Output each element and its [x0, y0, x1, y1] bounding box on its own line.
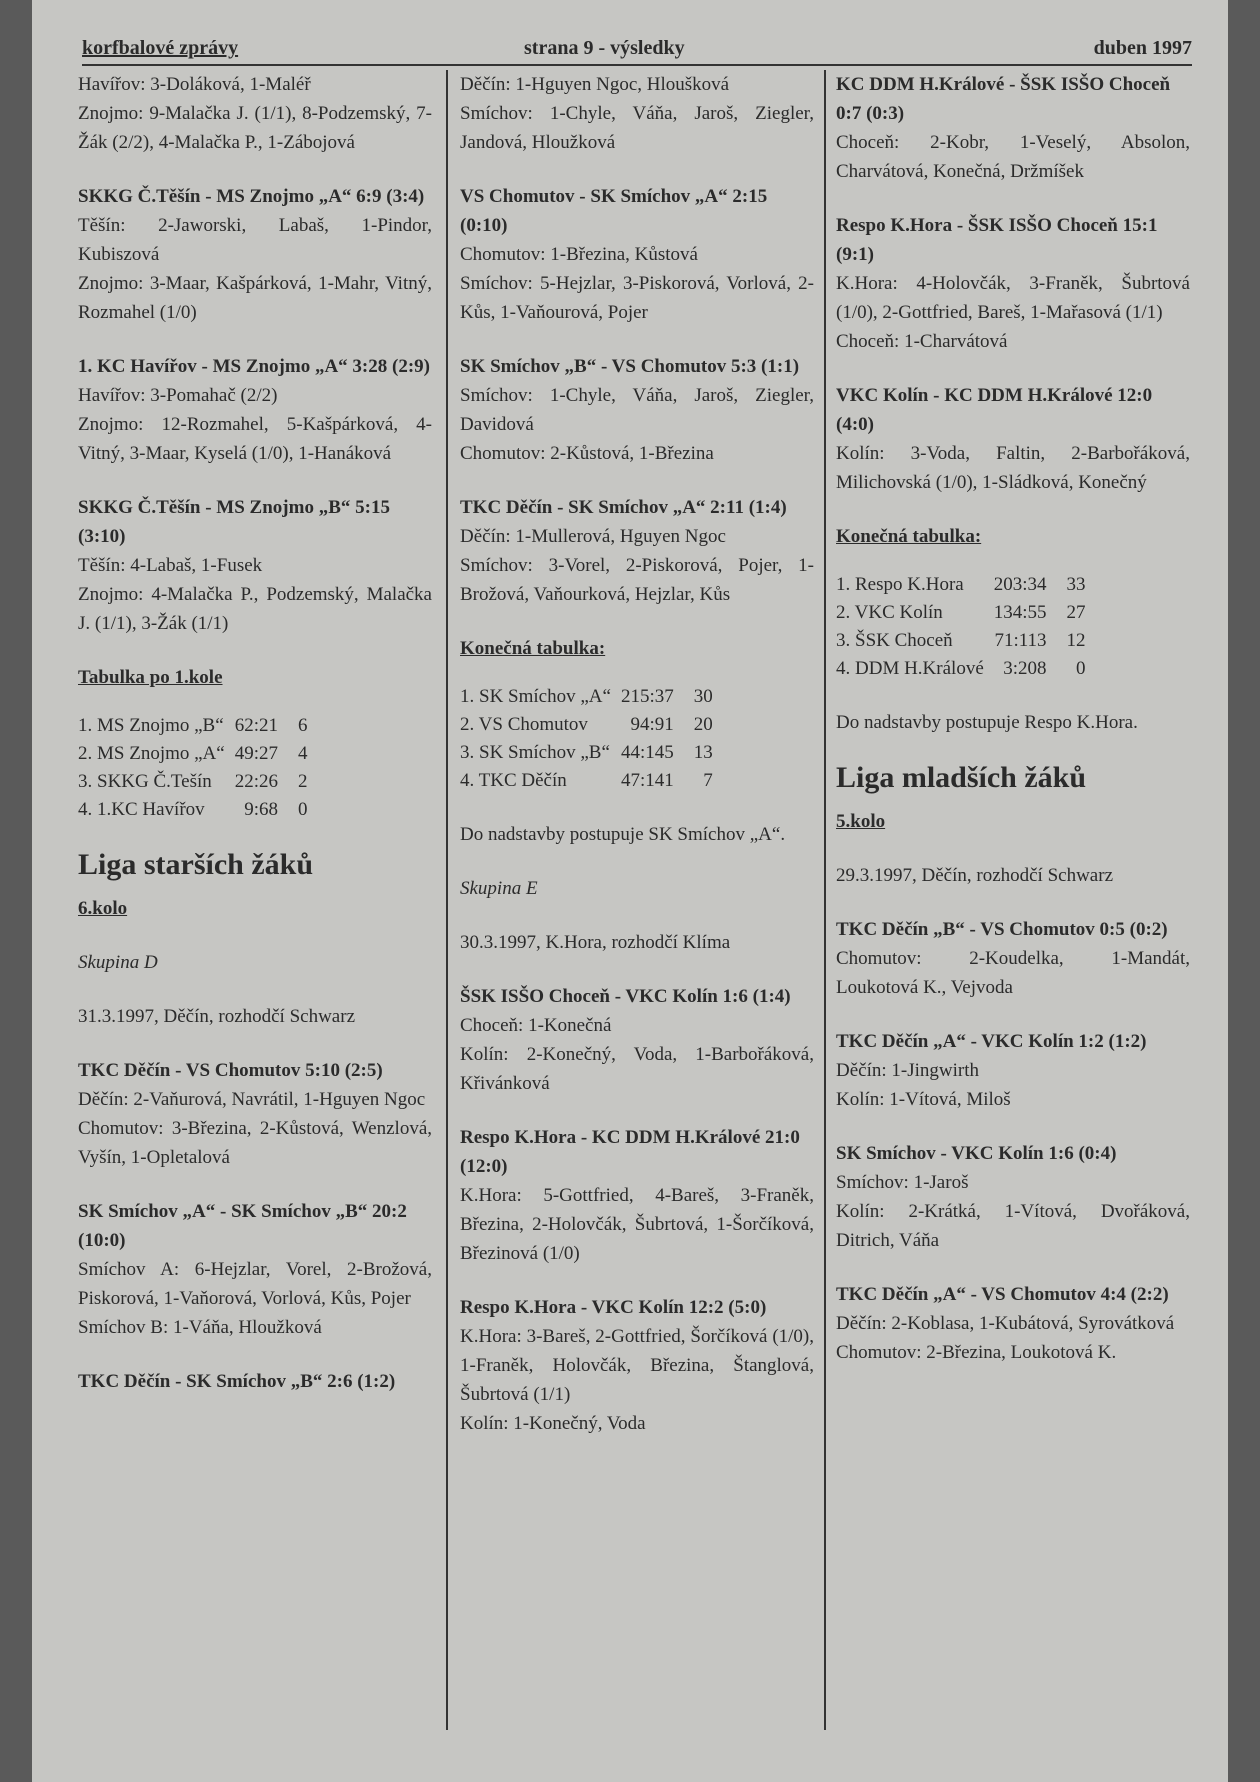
advance-note: Do nadstavby postupuje Respo K.Hora. [836, 712, 1138, 733]
match-title: SKKG Č.Těšín - MS Znojmo „A“ 6:9 (3:4) [78, 186, 425, 207]
result-line: K.Hora: 3-Bareš, 2-Gottfried, Šorčíková (1/0), 1-Franěk, Holovčák, Březina, Štanglová, Šubrtová (1/1) [460, 1326, 814, 1405]
result-line: Znojmo: 4-Malačka P., Podzemský, Malačka J. (1/1), 3-Žák (1/1) [78, 584, 432, 634]
section-title: Liga mladších žáků [836, 761, 1087, 794]
score: 3:208 [1003, 658, 1047, 679]
points: 4 [298, 743, 308, 764]
date-line: 29.3.1997, Děčín, rozhodčí Schwarz [836, 865, 1114, 886]
result-line: Choceň: 2-Kobr, 1-Veselý, Absolon, Charvátová, Konečná, Držmíšek [836, 132, 1190, 182]
score: 44:145 [620, 742, 674, 763]
result-line: Kolín: 3-Voda, Faltin, 2-Barbořáková, Milichovská (1/0), 1-Sládková, Konečný [836, 443, 1190, 493]
result-line: Děčín: 1-Hguyen Ngoc, Hloušková [460, 74, 730, 95]
result-line: Smíchov: 3-Vorel, 2-Piskorová, Pojer, 1-Brožová, Vaňourková, Hejzlar, Kůs [460, 555, 814, 605]
table-row [460, 767, 713, 795]
page-header [82, 28, 1192, 66]
match-title: KC DDM H.Králové - ŠSK ISŠO Choceň 0:7 (0:3) [836, 74, 1171, 124]
round-label: 6.kolo [78, 898, 128, 919]
header-publication: korfbalové zprávy [82, 37, 239, 59]
table-row [836, 571, 1086, 599]
group-label: Skupina D [78, 952, 158, 973]
match-title: TKC Děčín „A“ - VKC Kolín 1:2 (1:2) [836, 1031, 1147, 1052]
match-title: Respo K.Hora - VKC Kolín 12:2 (5:0) [460, 1297, 767, 1318]
result-line: Chomutov: 3-Březina, 2-Kůstová, Wenzlová, Vyšín, 1-Opletalová [78, 1118, 432, 1168]
points: 12 [1066, 630, 1086, 651]
result-line: Smíchov: 1-Jaroš [836, 1172, 969, 1193]
team-name: 2. VKC Kolín [836, 602, 943, 623]
result-line: Kolín: 2-Konečný, Voda, 1-Barbořáková, Křivánková [460, 1044, 814, 1094]
result-line: Děčín: 2-Vaňurová, Navrátil, 1-Hguyen Ngoc [78, 1089, 426, 1110]
points: 6 [298, 715, 308, 736]
result-line: Smíchov: 5-Hejzlar, 3-Piskorová, Vorlová, 2-Kůs, 1-Vaňourová, Pojer [460, 273, 814, 323]
match-title: TKC Děčín - SK Smíchov „B“ 2:6 (1:2) [78, 1371, 396, 1392]
header-page-label: strana 9 - výsledky [524, 37, 685, 59]
table-row [78, 712, 308, 740]
standings-table [836, 571, 1086, 683]
table-row [78, 740, 308, 768]
result-line: Znojmo: 12-Rozmahel, 5-Kašpárková, 4-Vitný, 3-Maar, Kyselá (1/0), 1-Hanáková [78, 414, 432, 464]
table-row [78, 796, 308, 824]
result-line: Choceň: 1-Konečná [460, 1015, 612, 1036]
points: 2 [298, 771, 308, 792]
newsletter-page [32, 0, 1228, 1782]
score: 62:21 [234, 715, 278, 736]
standings-table [460, 683, 713, 795]
table-row [460, 683, 713, 711]
result-line: Smíchov: 1-Chyle, Váňa, Jaroš, Ziegler, Jandová, Hloužková [460, 103, 814, 153]
score: 22:26 [234, 771, 278, 792]
team-name: 1. SK Smíchov „A“ [460, 686, 611, 707]
result-line: Kolín: 1-Vítová, Miloš [836, 1089, 1011, 1110]
match-title: SK Smíchov „A“ - SK Smíchov „B“ 20:2 (10:0) [78, 1201, 407, 1251]
points: 33 [1066, 574, 1086, 595]
team-name: 3. ŠSK Choceň [836, 630, 953, 651]
date-line: 31.3.1997, Děčín, rozhodčí Schwarz [78, 1006, 356, 1027]
score: 94:91 [630, 714, 674, 735]
match-title: ŠSK ISŠO Choceň - VKC Kolín 1:6 (1:4) [460, 986, 791, 1007]
table-row [460, 739, 713, 767]
score: 203:34 [993, 574, 1047, 595]
result-line: Děčín: 2-Koblasa, 1-Kubátová, Syrovátková [836, 1313, 1175, 1334]
match-title: SKKG Č.Těšín - MS Znojmo „B“ 5:15 (3:10) [78, 497, 390, 547]
table-row [460, 711, 713, 739]
team-name: 4. TKC Děčín [460, 770, 567, 791]
points: 30 [693, 686, 713, 707]
result-line: Těšín: 4-Labaš, 1-Fusek [78, 555, 263, 576]
table-heading: Konečná tabulka: [836, 526, 982, 547]
result-line: Havířov: 3-Doláková, 1-Maléř [78, 74, 311, 95]
result-line: Chomutov: 2-Kůstová, 1-Březina [460, 443, 714, 464]
advance-note: Do nadstavby postupuje SK Smíchov „A“. [460, 824, 786, 845]
score: 9:68 [244, 799, 278, 820]
match-title: VKC Kolín - KC DDM H.Králové 12:0 (4:0) [836, 385, 1153, 435]
table-row [836, 599, 1086, 627]
result-line: Chomutov: 2-Koudelka, 1-Mandát, Loukotová K., Vejvoda [836, 948, 1190, 998]
score: 47:141 [620, 770, 674, 791]
result-line: Těšín: 2-Jaworski, Labaš, 1-Pindor, Kubiszová [78, 215, 432, 265]
result-line: Děčín: 1-Mullerová, Hguyen Ngoc [460, 526, 726, 547]
team-name: 3. SKKG Č.Tešín [78, 771, 212, 792]
match-title: SK Smíchov - VKC Kolín 1:6 (0:4) [836, 1143, 1117, 1164]
round-label: 5.kolo [836, 811, 886, 832]
table-row [836, 655, 1086, 683]
table-heading: Tabulka po 1.kole [78, 667, 223, 688]
match-title: Respo K.Hora - KC DDM H.Králové 21:0 (12:0) [460, 1127, 800, 1177]
date-line: 30.3.1997, K.Hora, rozhodčí Klíma [460, 932, 731, 953]
column-divider [824, 70, 826, 1730]
column-divider [446, 70, 448, 1730]
result-line: Znojmo: 9-Malačka J. (1/1), 8-Podzemský, 7-Žák (2/2), 4-Malačka P., 1-Zábojová [78, 103, 432, 153]
column-1 [78, 70, 432, 1750]
match-title: TKC Děčín „B“ - VS Chomutov 0:5 (0:2) [836, 919, 1168, 940]
points: 13 [693, 742, 713, 763]
score: 215:37 [620, 686, 674, 707]
score: 71:113 [994, 630, 1047, 651]
standings-table [78, 712, 308, 824]
points: 20 [693, 714, 713, 735]
result-line: K.Hora: 5-Gottfried, 4-Bareš, 3-Franěk, Březina, 2-Holovčák, Šubrtová, 1-Šorčíková, Březinová (1/0) [460, 1185, 814, 1264]
team-name: 1. Respo K.Hora [836, 574, 964, 595]
result-line: Smíchov: 1-Chyle, Váňa, Jaroš, Ziegler, Davidová [460, 385, 814, 435]
result-line: Havířov: 3-Pomahač (2/2) [78, 385, 278, 406]
match-title: Respo K.Hora - ŠSK ISŠO Choceň 15:1 (9:1) [836, 215, 1158, 265]
header-date: duben 1997 [1093, 37, 1192, 59]
team-name: 2. MS Znojmo „A“ [78, 743, 225, 764]
score: 49:27 [234, 743, 278, 764]
result-line: Choceň: 1-Charvátová [836, 331, 1008, 352]
table-heading: Konečná tabulka: [460, 638, 606, 659]
points: 0 [1076, 658, 1086, 679]
result-line: Chomutov: 1-Březina, Kůstová [460, 244, 698, 265]
table-row [836, 627, 1086, 655]
team-name: 2. VS Chomutov [460, 714, 588, 735]
match-title: SK Smíchov „B“ - VS Chomutov 5:3 (1:1) [460, 356, 800, 377]
result-line: Smíchov A: 6-Hejzlar, Vorel, 2-Brožová, Piskorová, 1-Vaňorová, Vorlová, Kůs, Pojer [78, 1259, 432, 1309]
match-title: TKC Děčín - SK Smíchov „A“ 2:11 (1:4) [460, 497, 787, 518]
match-title: VS Chomutov - SK Smíchov „A“ 2:15 (0:10) [460, 186, 768, 236]
result-line: Smíchov B: 1-Váňa, Hloužková [78, 1317, 322, 1338]
team-name: 4. DDM H.Králové [836, 658, 984, 679]
points: 7 [703, 770, 713, 791]
match-title: 1. KC Havířov - MS Znojmo „A“ 3:28 (2:9) [78, 356, 430, 377]
section-title: Liga starších žáků [78, 848, 314, 881]
result-line: Kolín: 1-Konečný, Voda [460, 1413, 646, 1434]
result-line: Znojmo: 3-Maar, Kašpárková, 1-Mahr, Vitný, Rozmahel (1/0) [78, 273, 432, 323]
points: 27 [1066, 602, 1086, 623]
result-line: Kolín: 2-Krátká, 1-Vítová, Dvořáková, Ditrich, Váňa [836, 1201, 1190, 1251]
table-row [78, 768, 308, 796]
team-name: 4. 1.KC Havířov [78, 799, 205, 820]
score: 134:55 [993, 602, 1047, 623]
match-title: TKC Děčín „A“ - VS Chomutov 4:4 (2:2) [836, 1284, 1169, 1305]
column-3 [836, 70, 1190, 1750]
result-line: Děčín: 1-Jingwirth [836, 1060, 980, 1081]
team-name: 1. MS Znojmo „B“ [78, 715, 224, 736]
team-name: 3. SK Smíchov „B“ [460, 742, 610, 763]
column-2 [460, 70, 814, 1750]
result-line: K.Hora: 4-Holovčák, 3-Franěk, Šubrtová (1/0), 2-Gottfried, Bareš, 1-Mařasová (1/1) [836, 273, 1190, 323]
points: 0 [298, 799, 308, 820]
match-title: TKC Děčín - VS Chomutov 5:10 (2:5) [78, 1060, 383, 1081]
group-label: Skupina E [460, 878, 538, 899]
result-line: Chomutov: 2-Březina, Loukotová K. [836, 1342, 1117, 1363]
